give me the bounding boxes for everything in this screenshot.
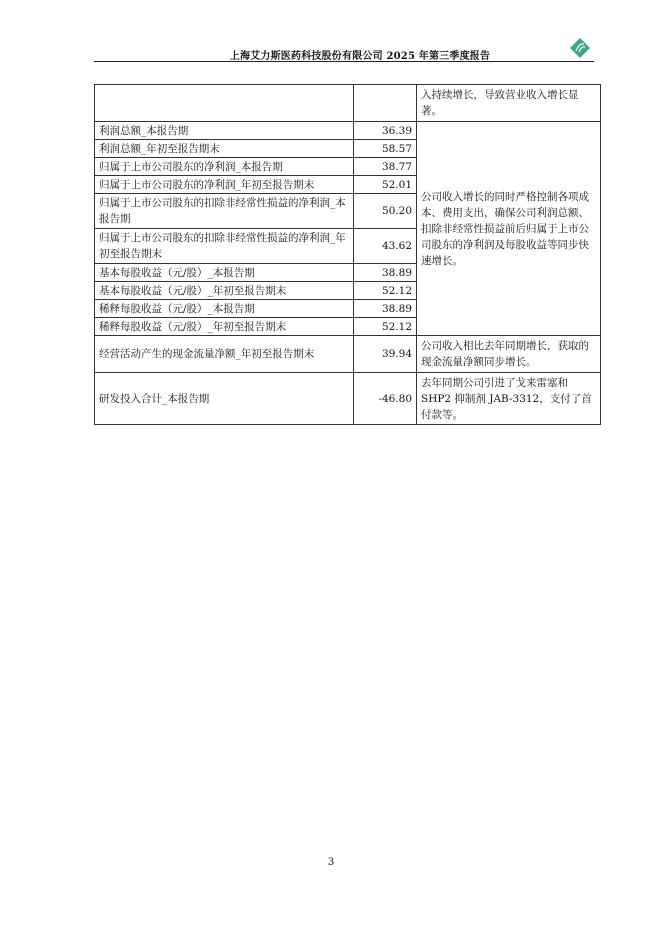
table-row <box>95 336 601 373</box>
value-cell <box>354 85 417 122</box>
value-cell: 36.39 <box>354 122 417 140</box>
item-cell: 归属于上市公司股东的扣除非经常性损益的净利润_年初至报告期末 <box>95 229 354 264</box>
item-cell: 利润总额_年初至报告期末 <box>95 140 354 158</box>
page-number: 3 <box>327 857 335 868</box>
value-cell: 50.20 <box>354 194 417 229</box>
value-cell: 38.77 <box>354 158 417 176</box>
value-cell: 58.57 <box>354 140 417 158</box>
value-cell: 38.89 <box>354 300 417 318</box>
item-cell: 归属于上市公司股东的净利润_年初至报告期末 <box>95 176 354 194</box>
reason-cell: 入持续增长，导致营业收入增长显著。 <box>417 85 601 122</box>
value-cell: 38.89 <box>354 264 417 282</box>
item-cell: 基本每股收益（元/股）_本报告期 <box>95 264 354 282</box>
item-cell: 研发投入合计_本报告期 <box>95 373 354 425</box>
item-cell: 稀释每股收益（元/股）_本报告期 <box>95 300 354 318</box>
table-row <box>95 85 601 122</box>
value-cell: -46.80 <box>354 373 417 425</box>
value-cell: 52.12 <box>354 318 417 336</box>
report-header-title: 上海艾力斯医药科技股份有限公司 2025 年第三季度报告 <box>229 51 491 62</box>
company-logo-icon <box>569 37 591 59</box>
item-cell: 利润总额_本报告期 <box>95 122 354 140</box>
item-cell: 稀释每股收益（元/股）_年初至报告期末 <box>95 318 354 336</box>
financial-change-table <box>94 84 601 425</box>
value-cell: 52.01 <box>354 176 417 194</box>
item-cell <box>95 85 354 122</box>
item-cell: 归属于上市公司股东的扣除非经常性损益的净利润_本报告期 <box>95 194 354 229</box>
item-cell: 归属于上市公司股东的净利润_本报告期 <box>95 158 354 176</box>
value-cell: 52.12 <box>354 282 417 300</box>
table-row <box>95 373 601 425</box>
reason-cell: 公司收入相比去年同期增长，获取的现金流量净额同步增长。 <box>417 336 601 373</box>
reason-cell-merged: 公司收入增长的同时严格控制各项成本、费用支出，确保公司利润总额、扣除非经常性损益前后归属于上市公司股东的净利润及每股收益等同步快速增长。 <box>417 122 601 336</box>
item-cell: 经营活动产生的现金流量净额_年初至报告期末 <box>95 336 354 373</box>
item-cell: 基本每股收益（元/股）_年初至报告期末 <box>95 282 354 300</box>
reason-cell: 去年同期公司引进了戈来雷塞和SHP2 抑制剂 JAB-3312，支付了首付款等。 <box>417 373 601 425</box>
table-row <box>95 122 601 140</box>
value-cell: 43.62 <box>354 229 417 264</box>
header-divider <box>94 61 594 62</box>
value-cell: 39.94 <box>354 336 417 373</box>
